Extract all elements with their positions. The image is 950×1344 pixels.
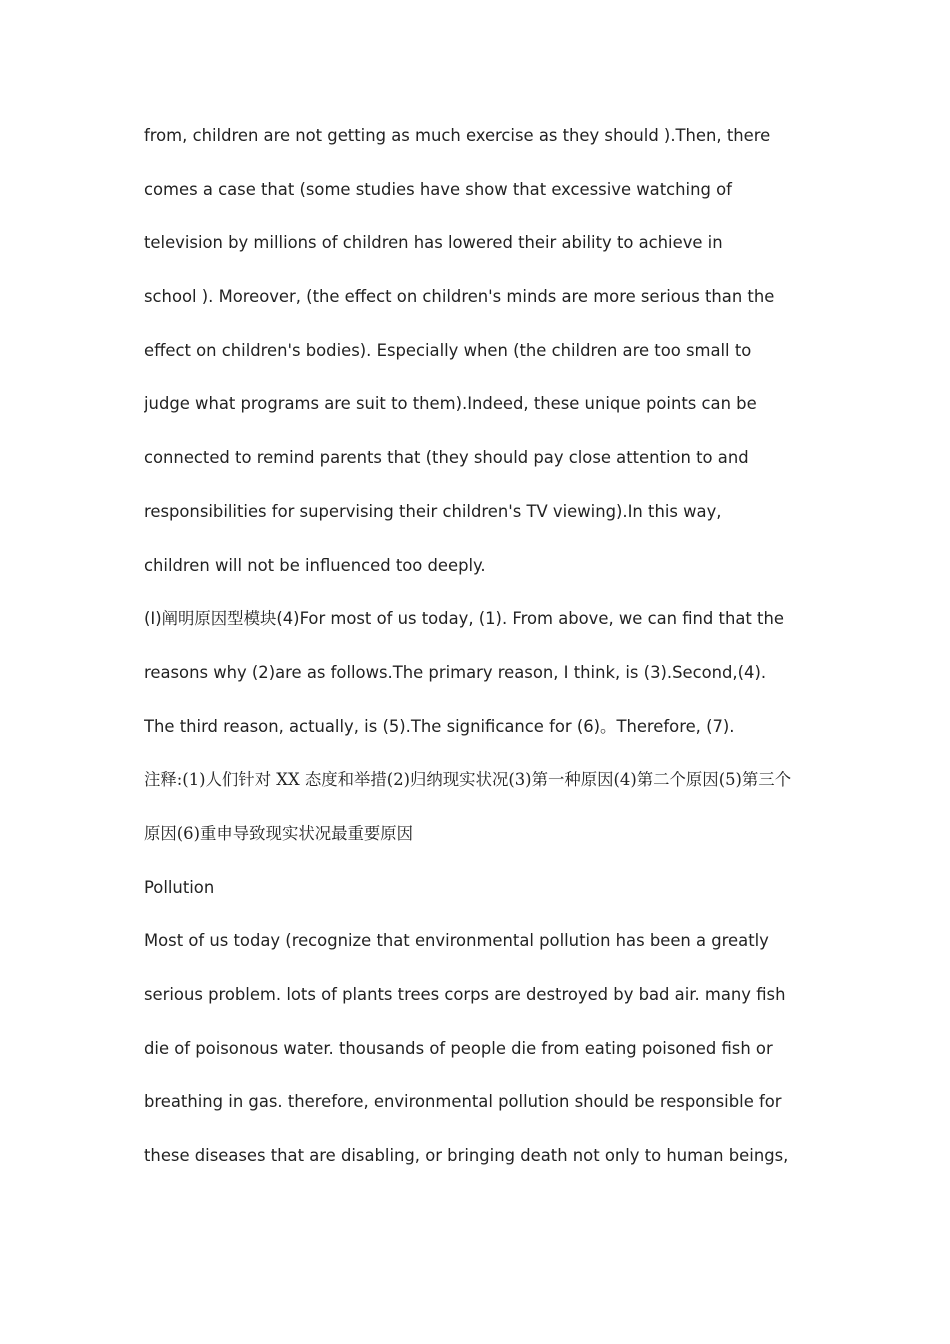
text-line: judge what programs are suit to them).Indeed, these unique points can be [144, 394, 757, 414]
text-line: from, children are not getting as much exercise as they should ).Then, there [144, 126, 771, 145]
text-line: breathing in gas. therefore, environmental pollution should be responsible for [144, 1092, 782, 1112]
section-heading: Pollution [144, 877, 215, 897]
text-line: these diseases that are disabling, or bringing death not only to human beings, [144, 1146, 789, 1166]
text-line: die of poisonous water. thousands of people die from eating poisoned fish or [144, 1038, 773, 1058]
text-line: responsibilities for supervising their children's TV viewing).In this way, [144, 501, 722, 521]
text-line: television by millions of children has lowered their ability to achieve in [144, 233, 723, 253]
document-body [144, 124, 814, 1198]
text-line: effect on children's bodies). Especially when (the children are too small to [144, 340, 752, 360]
template-line: reasons why (2)are as follows.The primary reason, I think, is (3).Second,(4). [144, 662, 767, 682]
text-line: Most of us today (recognize that environmental pollution has been a greatly [144, 931, 769, 951]
text-line: serious problem. lots of plants trees corps are destroyed by bad air. many fish [144, 985, 786, 1004]
text-line: comes a case that (some studies have show that excessive watching of [144, 179, 732, 199]
template-line: The third reason, actually, is (5).The significance for (6)。Therefore, (7). [144, 716, 735, 736]
annotation-line: 原因(6)重申导致现实状况最重要原因 [144, 823, 414, 843]
annotation-line: 注释:(1)人们针对 XX 态度和举措(2)归纳现实状况(3)第一种原因(4)第二个原因(5)第三个 [144, 770, 792, 790]
text-line: children will not be influenced too deeply. [144, 555, 486, 575]
template-line: (I)阐明原因型模块(4)For most of us today, (1). From above, we can find that the [144, 609, 784, 629]
text-line: school ). Moreover, (the effect on children's minds are more serious than the [144, 287, 775, 307]
text-line: connected to remind parents that (they should pay close attention to and [144, 448, 749, 468]
